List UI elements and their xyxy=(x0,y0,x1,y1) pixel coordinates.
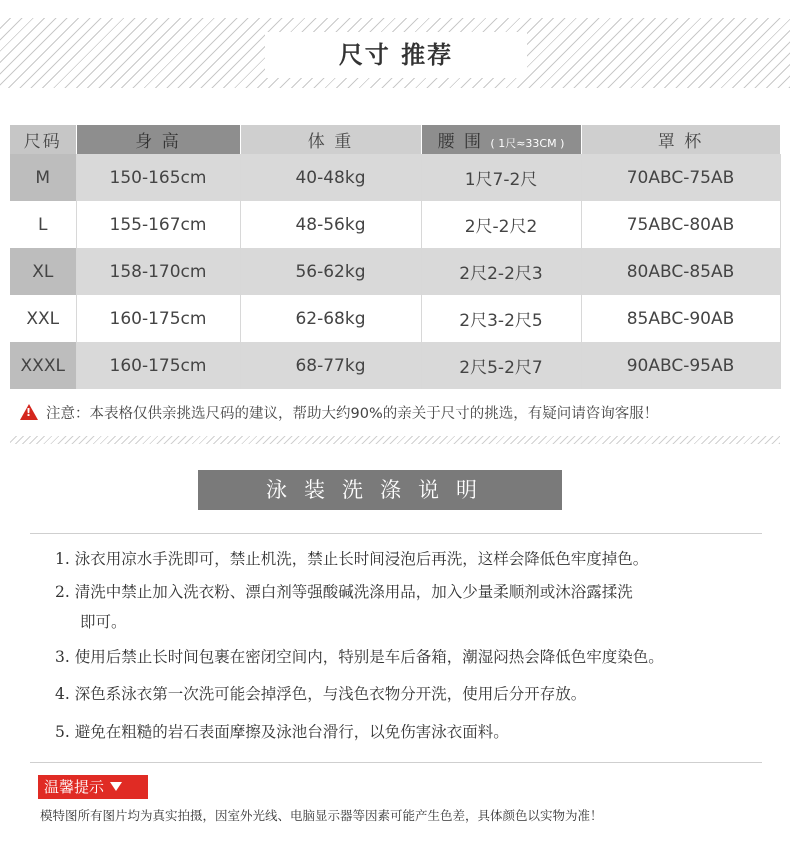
header-waist xyxy=(421,125,581,154)
waist-cell: 2尺3-2尺5 xyxy=(421,295,581,342)
size-note-text: 注意：本表格仅供亲挑选尺码的建议，帮助大约90%的亲关于尺寸的挑选，有疑问请咨询客服！ xyxy=(46,406,659,422)
weight-cell: 56-62kg xyxy=(240,248,421,295)
wash-instructions-title: 泳装洗涤说明 xyxy=(198,470,562,510)
wash-item: 1. 泳衣用凉水手洗即可，禁止机洗，禁止长时间浸泡后再洗，这样会降低色牢度掉色。 xyxy=(55,550,649,568)
size-table-header xyxy=(10,125,780,154)
header-size: 尺码 xyxy=(10,125,76,154)
divider-line xyxy=(30,533,762,534)
height-cell: 160-175cm xyxy=(76,295,240,342)
warning-icon xyxy=(20,404,38,420)
height-cell: 150-165cm xyxy=(76,154,240,201)
size-chart-table xyxy=(10,125,781,389)
cup-cell: 75ABC-80AB xyxy=(581,201,780,248)
tip-label xyxy=(38,775,148,799)
wash-item: 3. 使用后禁止长时间包裹在密闭空间内，特别是车后备箱，潮湿闷热会降低色牢度染色。 xyxy=(55,648,664,666)
divider-line xyxy=(30,762,762,763)
size-cell: XXL xyxy=(10,295,76,342)
tip-label-text: 温馨提示 xyxy=(44,778,105,796)
cup-cell: 90ABC-95AB xyxy=(581,342,780,389)
header-height: 身 高 xyxy=(76,125,240,154)
size-recommend-title: 尺寸 推荐 xyxy=(265,32,527,78)
header-weight: 体 重 xyxy=(240,125,421,154)
size-cell: M xyxy=(10,154,76,201)
size-cell: XL xyxy=(10,248,76,295)
weight-cell: 62-68kg xyxy=(240,295,421,342)
size-note xyxy=(20,402,780,426)
table-row xyxy=(10,248,780,295)
height-cell: 160-175cm xyxy=(76,342,240,389)
waist-cell: 2尺2-2尺3 xyxy=(421,248,581,295)
cup-cell: 80ABC-85AB xyxy=(581,248,780,295)
wash-item: 5. 避免在粗糙的岩石表面摩擦及泳池台滑行，以免伤害泳衣面料。 xyxy=(55,723,509,741)
header-waist-label: 腰 围 xyxy=(437,132,484,152)
wash-item: 2. 清洗中禁止加入洗衣粉、漂白剂等强酸碱洗涤用品，加入少量柔顺剂或沐浴露揉洗 xyxy=(55,583,633,601)
weight-cell: 68-77kg xyxy=(240,342,421,389)
waist-cell: 2尺5-2尺7 xyxy=(421,342,581,389)
table-row xyxy=(10,201,780,248)
triangle-down-icon xyxy=(110,782,122,791)
header-cup: 罩 杯 xyxy=(581,125,780,154)
waist-cell: 2尺-2尺2 xyxy=(421,201,581,248)
wash-item-continued: 即可。 xyxy=(80,613,127,631)
tip-text: 模特图所有图片均为真实拍摄，因室外光线、电脑显示器等因素可能产生色差，具体颜色以实物为准！ xyxy=(40,808,603,823)
wash-item: 4. 深色系泳衣第一次洗可能会掉浮色，与浅色衣物分开洗，使用后分开存放。 xyxy=(55,685,587,703)
height-cell: 158-170cm xyxy=(76,248,240,295)
table-row xyxy=(10,295,780,342)
size-cell: XXXL xyxy=(10,342,76,389)
waist-cell: 1尺7-2尺 xyxy=(421,154,581,201)
cup-cell: 85ABC-90AB xyxy=(581,295,780,342)
table-row xyxy=(10,154,780,201)
weight-cell: 48-56kg xyxy=(240,201,421,248)
size-cell: L xyxy=(10,201,76,248)
weight-cell: 40-48kg xyxy=(240,154,421,201)
cup-cell: 70ABC-75AB xyxy=(581,154,780,201)
height-cell: 155-167cm xyxy=(76,201,240,248)
table-row xyxy=(10,342,780,389)
section-divider xyxy=(10,436,780,444)
header-waist-note: ( 1尺≈33CM ) xyxy=(490,137,565,150)
